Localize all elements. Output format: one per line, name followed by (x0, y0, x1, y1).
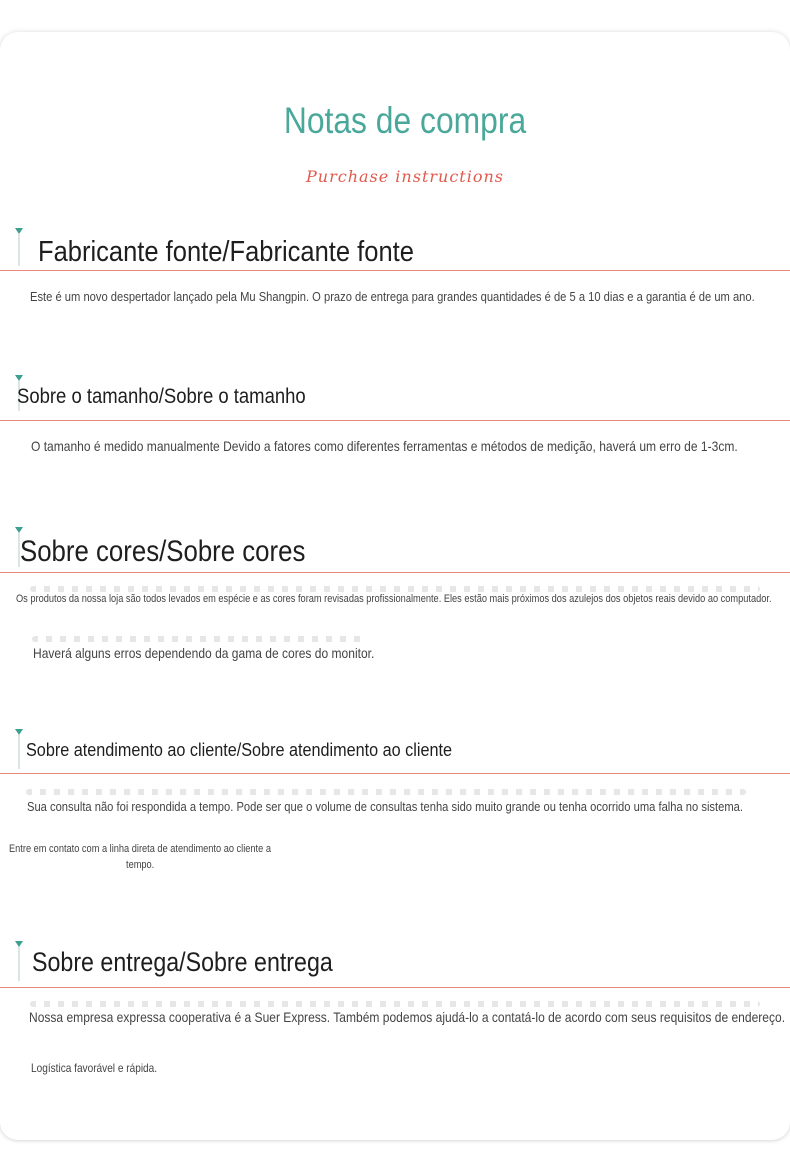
section-text-delivery-2: Logística favorável e rápida. (31, 1061, 158, 1075)
section-text-manufacturer: Este é um novo despertador lançado pela Mu Shangpin. O prazo de entrega para grandes quantidades é de 5 a 10 dias e a garantia é de um ano. (30, 289, 755, 304)
section-text-colors-1: Os produtos da nossa loja são todos levados em espécie e as cores foram revisadas profissionalmente. Eles estão mais próximos dos azulejos dos objetos reais devido ao computador. (16, 593, 772, 605)
section-divider (0, 572, 790, 573)
section-bar (18, 234, 20, 266)
section-bar (18, 947, 20, 981)
section-bar (18, 735, 20, 769)
faded-text-artifact (30, 586, 760, 592)
section-text-delivery-1: Nossa empresa expressa cooperativa é a Suer Express. Também podemos ajudá-lo a contatá-lo de acordo com seus requisitos de endereço. (29, 1009, 786, 1025)
section-text-customer-service-3: tempo. (126, 859, 155, 871)
section-text-customer-service-2: Entre em contato com a linha direta de atendimento ao cliente a (9, 843, 271, 855)
section-heading-delivery: Sobre entrega/Sobre entrega (32, 947, 333, 977)
faded-text-artifact (26, 789, 746, 795)
section-heading-size: Sobre o tamanho/Sobre o tamanho (17, 385, 306, 408)
faded-text-artifact (30, 1001, 760, 1007)
page-subtitle: Purchase instructions (306, 167, 504, 186)
section-heading-customer-service: Sobre atendimento ao cliente/Sobre atendimento ao cliente (26, 740, 452, 760)
section-text-colors-2: Haverá alguns erros dependendo da gama de cores do monitor. (33, 645, 375, 661)
page-title: Notas de compra (283, 100, 527, 141)
faded-text-artifact (32, 636, 362, 642)
section-divider (0, 987, 790, 988)
section-divider (0, 420, 790, 421)
section-text-customer-service-1: Sua consulta não foi respondida a tempo. Pode ser que o volume de consultas tenha sido muito grande ou tenha ocorrido uma falha no sistema. (27, 799, 743, 814)
section-heading-manufacturer: Fabricante fonte/Fabricante fonte (38, 236, 414, 268)
section-heading-colors: Sobre cores/Sobre cores (20, 535, 306, 568)
section-text-size: O tamanho é medido manualmente Devido a fatores como diferentes ferramentas e métodos de medição, haverá um erro de 1-3cm. (31, 438, 738, 454)
section-divider (0, 773, 790, 774)
section-divider (0, 270, 790, 271)
